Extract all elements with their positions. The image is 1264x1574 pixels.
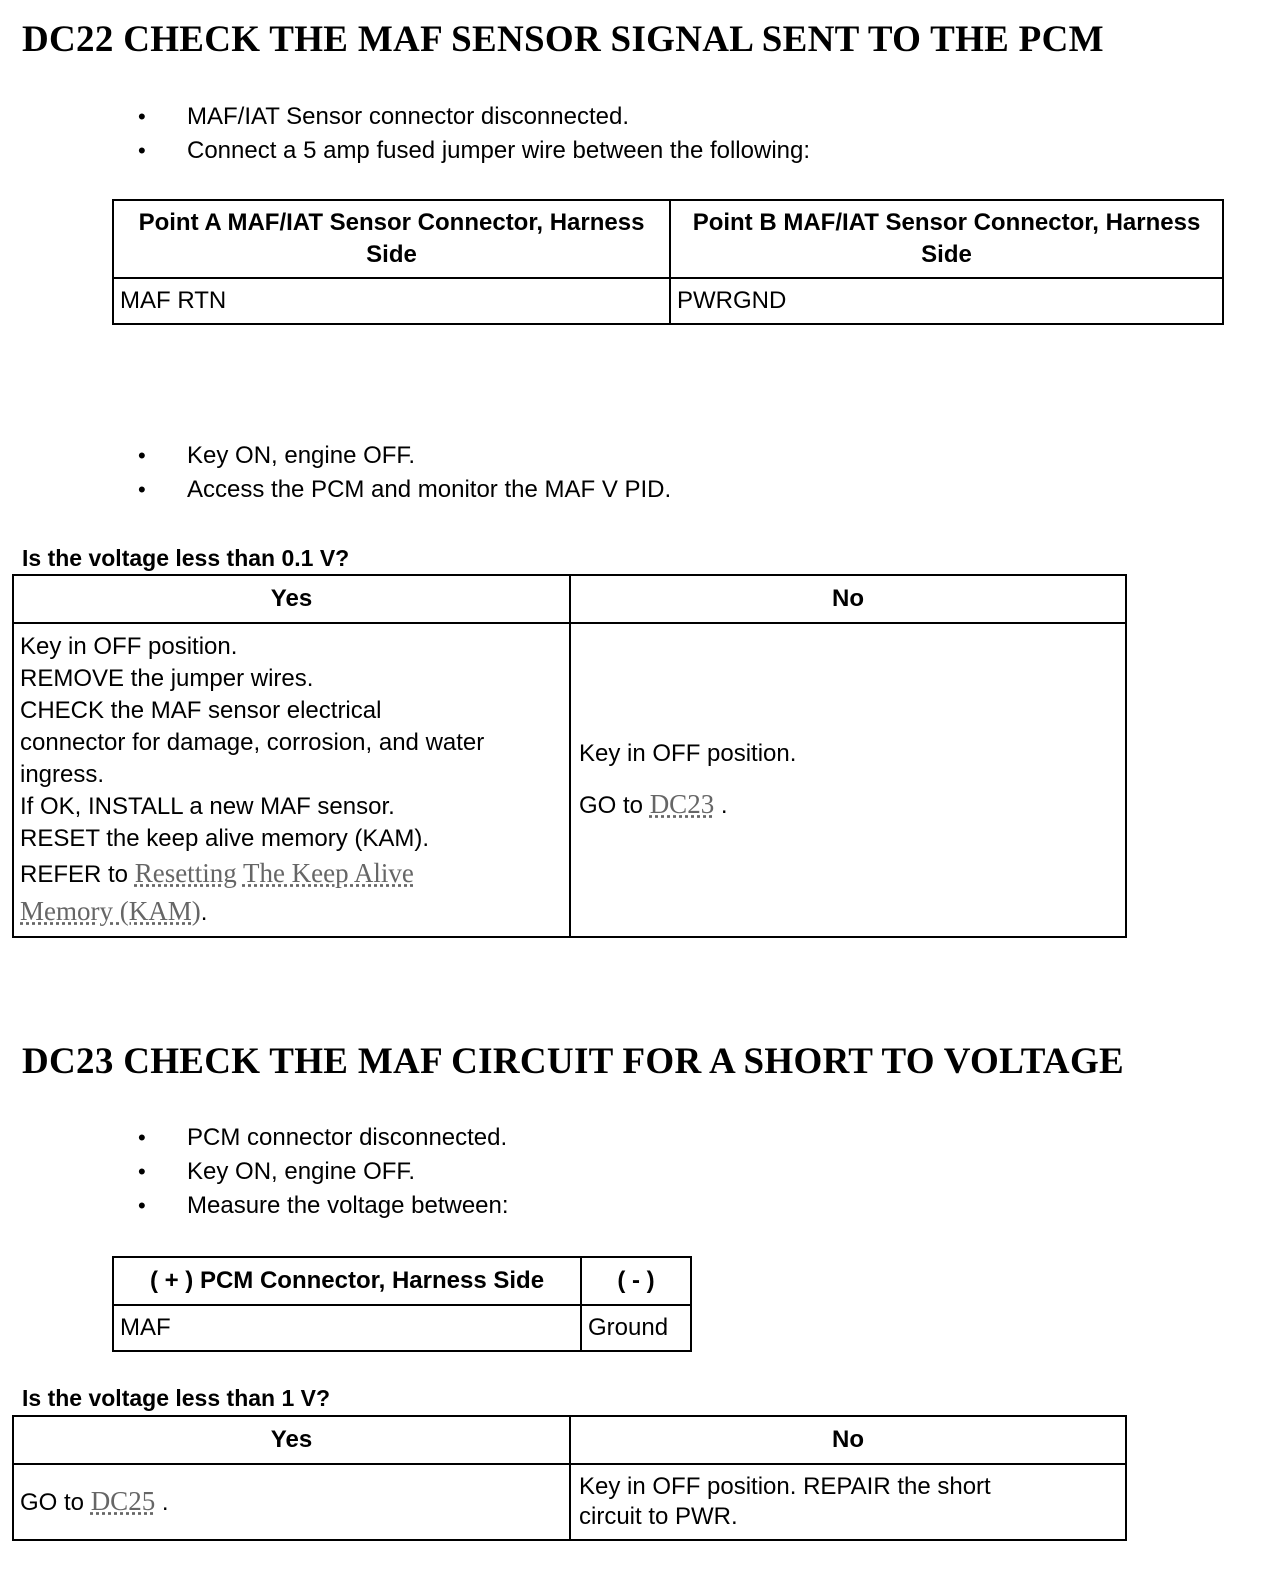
table-cell: Ground (581, 1305, 691, 1351)
yes-line: connector for damage, corrosion, and water (20, 729, 485, 756)
dc22-question: Is the voltage less than 0.1 V? (22, 545, 350, 571)
table-cell: MAF RTN (113, 278, 670, 324)
list-item: • MAF/IAT Sensor connector disconnected. (130, 100, 810, 134)
goto-suffix: . (714, 792, 728, 819)
dc23-link[interactable]: DC23 (649, 789, 715, 819)
dc23-answer-table (12, 1415, 1127, 1541)
table-row (13, 623, 1126, 937)
table-header: Point B MAF/IAT Sensor Connector, Harness Side (670, 200, 1223, 278)
table-cell: MAF (113, 1305, 581, 1351)
table-header: ( + ) PCM Connector, Harness Side (113, 1257, 581, 1305)
yes-line: If OK, INSTALL a new MAF sensor. (20, 793, 395, 820)
dc22-setup-list (130, 100, 810, 168)
list-item: • PCM connector disconnected. (130, 1121, 509, 1155)
list-item: • Access the PCM and monitor the MAF V PID. (130, 473, 671, 507)
dc23-question: Is the voltage less than 1 V? (22, 1385, 331, 1411)
yes-line: ingress. (20, 761, 105, 788)
yes-cell (13, 623, 570, 937)
dc23-measure-table (112, 1256, 692, 1352)
yes-header: Yes (13, 575, 570, 623)
refer-prefix: REFER to (20, 861, 135, 888)
yes-line: Key in OFF position. (20, 633, 238, 660)
yes-line: RESET the keep alive memory (KAM). (20, 825, 430, 852)
dc23-heading: DC23 CHECK THE MAF CIRCUIT FOR A SHORT TO VOLTAGE (22, 1041, 1125, 1082)
dc22-jumper-table (112, 199, 1224, 325)
no-cell (570, 623, 1126, 937)
yes-header: Yes (13, 1416, 570, 1464)
no-line: Key in OFF position. (579, 740, 797, 767)
no-line: Key in OFF position. REPAIR the short (579, 1473, 991, 1500)
goto-suffix: . (155, 1489, 169, 1516)
dc25-link[interactable]: DC25 (90, 1486, 156, 1516)
list-item: • Connect a 5 amp fused jumper wire between the following: (130, 134, 810, 168)
table-row (113, 1305, 691, 1351)
refer-suffix: . (200, 899, 208, 926)
list-item: • Key ON, engine OFF. (130, 439, 671, 473)
table-header: ( - ) (581, 1257, 691, 1305)
dc22-heading: DC22 CHECK THE MAF SENSOR SIGNAL SENT TO THE PCM (22, 19, 1104, 60)
resetting-kam-link[interactable]: Resetting The Keep Alive Memory (KAM) (20, 858, 414, 926)
no-header: No (570, 1416, 1126, 1464)
no-goto-line (579, 788, 1117, 822)
no-line: circuit to PWR. (579, 1503, 738, 1530)
no-header: No (570, 575, 1126, 623)
dc23-setup-list (130, 1121, 509, 1223)
goto-prefix: GO to (579, 792, 650, 819)
list-item: • Measure the voltage between: (130, 1189, 509, 1223)
table-row (113, 278, 1223, 324)
no-cell (570, 1464, 1126, 1540)
yes-line: CHECK the MAF sensor electrical (20, 697, 382, 724)
table-cell: PWRGND (670, 278, 1223, 324)
dc22-test-list (130, 439, 671, 507)
table-row (13, 1464, 1126, 1540)
yes-line: REMOVE the jumper wires. (20, 665, 314, 692)
list-item: • Key ON, engine OFF. (130, 1155, 509, 1189)
table-header: Point A MAF/IAT Sensor Connector, Harness Side (113, 200, 670, 278)
yes-refer-line (20, 855, 500, 931)
goto-prefix: GO to (20, 1489, 91, 1516)
yes-cell (13, 1464, 570, 1540)
dc22-answer-table (12, 574, 1127, 938)
